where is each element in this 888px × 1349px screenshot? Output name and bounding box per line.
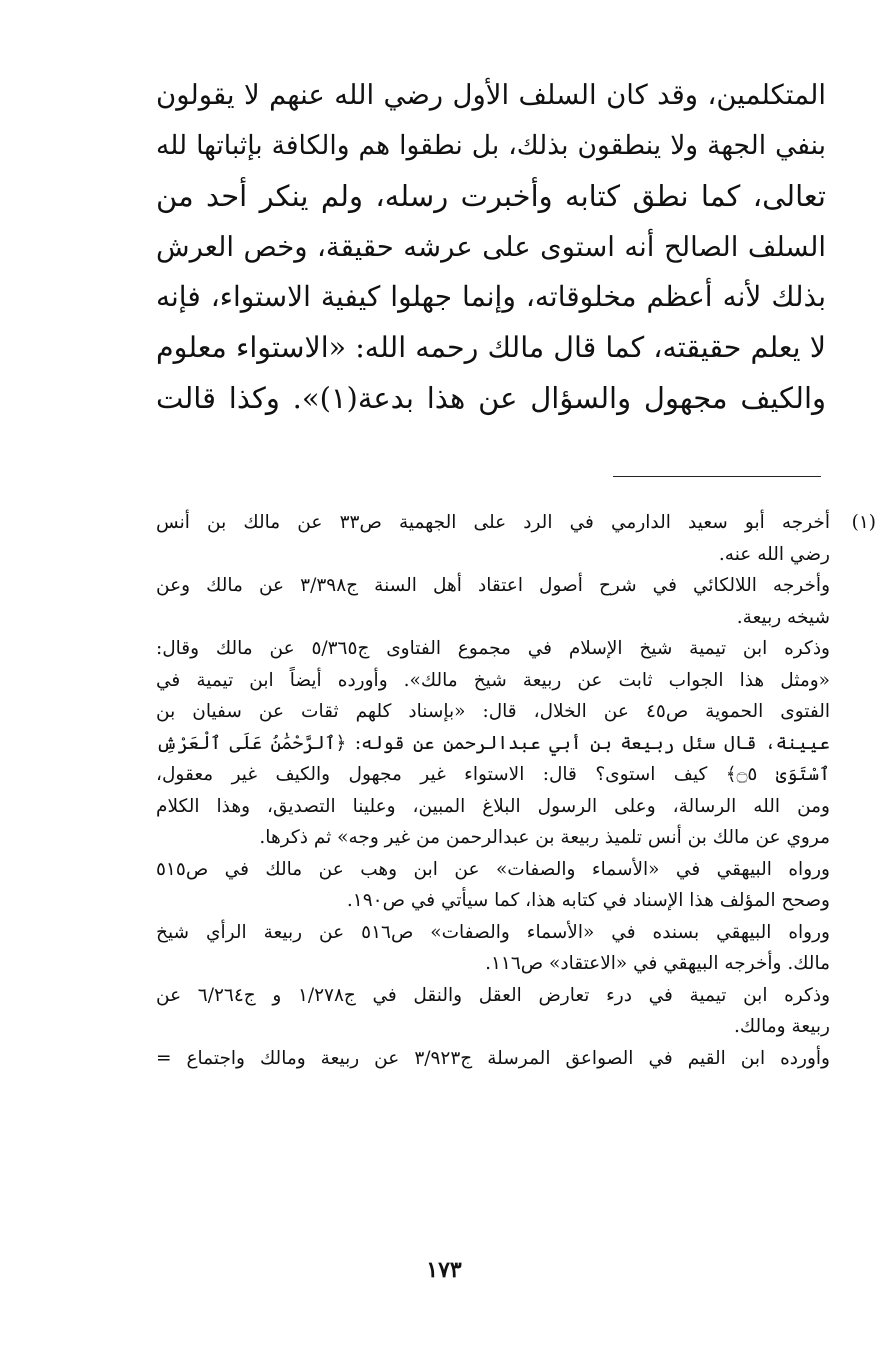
footnote-line: مروي عن مالك بن أنس تلميذ ربيعة بن عبدالرحمن من غير وجه» ثم ذكرها. — [259, 827, 830, 848]
footnote-line: ٱسْتَوَىٰ ۝٥﴾ كيف استوى؟ قال: الاستواء غير مجهول والكيف غير معقول، — [156, 764, 830, 785]
footnote-line: وأورده ابن القيم في الصواعق المرسلة ج٣/٩٢٣ عن ربيعة ومالك واجتماع = — [156, 1047, 830, 1069]
footnote-line: الفتوى الحموية ص٤٥ عن الخلال، قال: «بإسناد كلهم ثقات عن سفيان بن — [156, 701, 830, 722]
main-text-line: السلف الصالح أنه استوى على عرشه حقيقة، وخص العرش — [156, 230, 826, 263]
main-text-line: بنفي الجهة ولا ينطقون بذلك، بل نطقوا هم والكافة بإثباتها لله — [156, 129, 826, 161]
footnote-paragraph — [156, 917, 830, 980]
footnote-paragraph — [156, 570, 830, 633]
page-number: ١٧٣ — [426, 1257, 462, 1283]
footnote-line: ربيعة ومالك. — [734, 1016, 830, 1037]
footnote-line: وصحح المؤلف هذا الإسناد في كتابه هذا، كما سيأتي في ص١٩٠. — [346, 890, 830, 911]
footnote-paragraph — [156, 633, 830, 854]
footnote-paragraph — [156, 1043, 830, 1075]
footnote-line: عيينة، قال سئل ربيعة بن أبي عبدالرحمن عن قوله: ﴿ٱلرَّحْمَٰنُ عَلَى ٱلْعَرْشِ — [156, 732, 830, 754]
footnote-paragraph — [156, 507, 876, 570]
main-text-line: تعالى، كما نطق كتابه وأخبرت رسله، ولم ينكر أحد من — [156, 179, 826, 213]
footnote-marker: (١) — [851, 512, 876, 533]
footnotes — [156, 507, 876, 1074]
footnote-line: شيخه ربيعة. — [736, 606, 830, 628]
footnote-line: أخرجه أبو سعيد الدارمي في الرد على الجهمية ص٣٣ عن مالك بن أنس — [156, 512, 831, 533]
footnote-line: «ومثل هذا الجواب ثابت عن ربيعة شيخ مالك». وأورده أيضاً ابن تيمية في — [156, 669, 830, 691]
footnote-line: وذكره ابن تيمية شيخ الإسلام في مجموع الفتاوى ج٥/٣٦٥ عن مالك وقال: — [156, 638, 830, 659]
main-text-line: بذلك لأنه أعظم مخلوقاته، وإنما جهلوا كيفية الاستواء، فإنه — [156, 280, 826, 313]
footnote-line: رضي الله عنه. — [718, 543, 830, 565]
footnote-line: ومن الله الرسالة، وعلى الرسول البلاغ المبين، وعلينا التصديق، وهذا الكلام — [156, 795, 830, 817]
main-text-line: لا يعلم حقيقته، كما قال مالك رحمه الله: «الاستواء معلوم — [156, 330, 826, 364]
footnote-line: ورواه البيهقي في «الأسماء والصفات» عن ابن وهب عن مالك في ص٥١٥ — [156, 858, 830, 880]
main-text-line: والكيف مجهول والسؤال عن هذا بدعة(١)». وكذا قالت — [156, 381, 827, 415]
footnote-paragraph — [156, 854, 830, 917]
footnote-line: ورواه البيهقي بسنده في «الأسماء والصفات» ص٥١٦ عن ربيعة الرأي شيخ — [156, 921, 830, 943]
main-text-line: المتكلمين، وقد كان السلف الأول رضي الله عنهم لا يقولون — [156, 79, 826, 111]
footnote-line: مالك. وأخرجه البيهقي في «الاعتقاد» ص١١٦. — [485, 953, 830, 974]
footnote-paragraph — [156, 980, 830, 1043]
footnote-line: وأخرجه اللالكائي في شرح أصول اعتقاد أهل السنة ج٣/٣٩٨ عن مالك وعن — [156, 575, 831, 596]
main-text — [156, 70, 826, 424]
footnote-separator — [613, 476, 821, 477]
footnote-line: وذكره ابن تيمية في درء تعارض العقل والنقل في ج١/٢٧٨ و ج٦/٢٦٤ عن — [156, 984, 830, 1006]
